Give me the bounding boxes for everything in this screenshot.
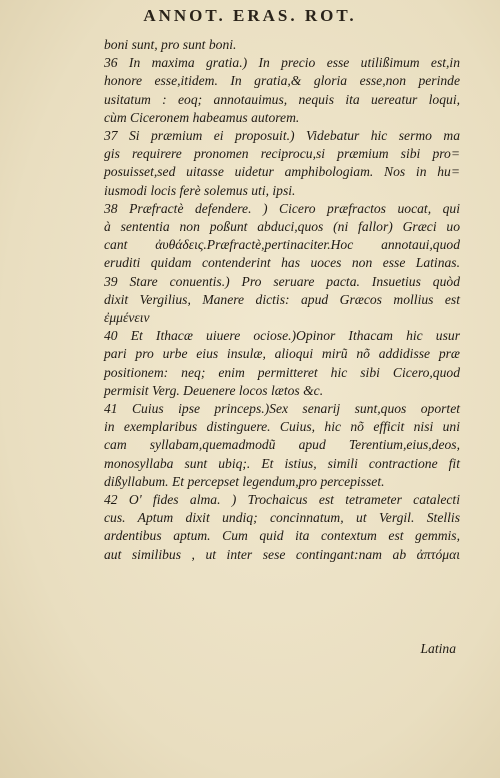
text-line: permisit Verg. Deuenere locos lætos &c. [104,382,324,398]
text-line: cam syllabam,quemadmodũ apud Terentium,eius,deos, [104,437,460,453]
text-line: cant ἀυθάδεις.Præfractè,pertinaciter.Hoc annotaui,quod [104,237,460,253]
text-line: posuisset,sed uitasse uidetur amphibologiam. Nos in hu= [104,164,460,180]
text-line: à sententia non poßunt abduci,quos (ni fallor) Græci uo [104,219,460,235]
text-line: 41 Cuius ipse princeps.)Sex senarij sunt,quos oportet [104,401,460,417]
text-line: gis requirere pronomen reciprocu,si præmium sibi pro= [104,146,460,162]
text-line: in exemplaribus distinguere. Cuius, hic nõ efficit nisi uni [104,419,460,435]
text-line: honore esse,itidem. In gratia,& gloria esse,non perinde [104,73,460,89]
text-line: pari pro urbe eius insulæ, alioqui mirũ nõ addidisse præ [104,346,460,362]
text-line: iusmodi locis ferè solemus uti, ipsi. [104,182,296,198]
text-line: 42 O' fides alma. ) Trochaicus est tetrameter catalecti [104,492,460,508]
text-line: eruditi quidam contenderint has uoces non esse Latinas. [104,255,460,271]
text-line: 39 Stare conuentis.) Pro seruare pacta. Insuetius quòd [104,273,460,289]
running-head: ANNOT. ERAS. ROT. [143,6,357,25]
text-line: cus. Aptum dixit undiq; concinnatum, ut Vergil. Stellis [104,510,460,526]
text-line: positionem: neq; enim permitteret hic sibi Cicero,quod [104,364,460,380]
text-line: 36 In maxima gratia.) In precio esse utilißimum est,in [104,55,460,71]
text-line: dißyllabum. Et percepset legendum,pro percepisset. [104,473,385,489]
text-line: 38 Præfractè defendere. ) Cicero præfractos uocat, qui [104,200,460,216]
text-line: monosyllaba sunt ubiq;. Et istius, simili contractione fit [104,455,460,471]
text-line: 40 Et Ithacæ uiuere ociose.)Opinor Ithacam hic usur [104,328,460,344]
text-line: boni sunt, pro sunt boni. [104,37,237,52]
text-line: usitatum : eoq; annotauimus, nequis ita uereatur loqui, [104,91,460,107]
body-text [104,36,460,564]
text-line: cùm Ciceronem habeamus autorem. [104,109,300,125]
text-line: dixit Vergilius, Manere dictis: apud Græcos mollius est [104,291,460,307]
text-line: 37 Si præmium ei proposuit.) Videbatur hic sermo ma [104,128,460,144]
text-line: ἐμμένειν [104,310,150,326]
text-line: aut similibus , ut inter sese contingant:nam ab ἀπτόμαι [104,546,460,562]
catchword: Latina [420,641,456,656]
text-line: ardentibus aptum. Cum quid ita contextum est gemmis, [104,528,460,544]
